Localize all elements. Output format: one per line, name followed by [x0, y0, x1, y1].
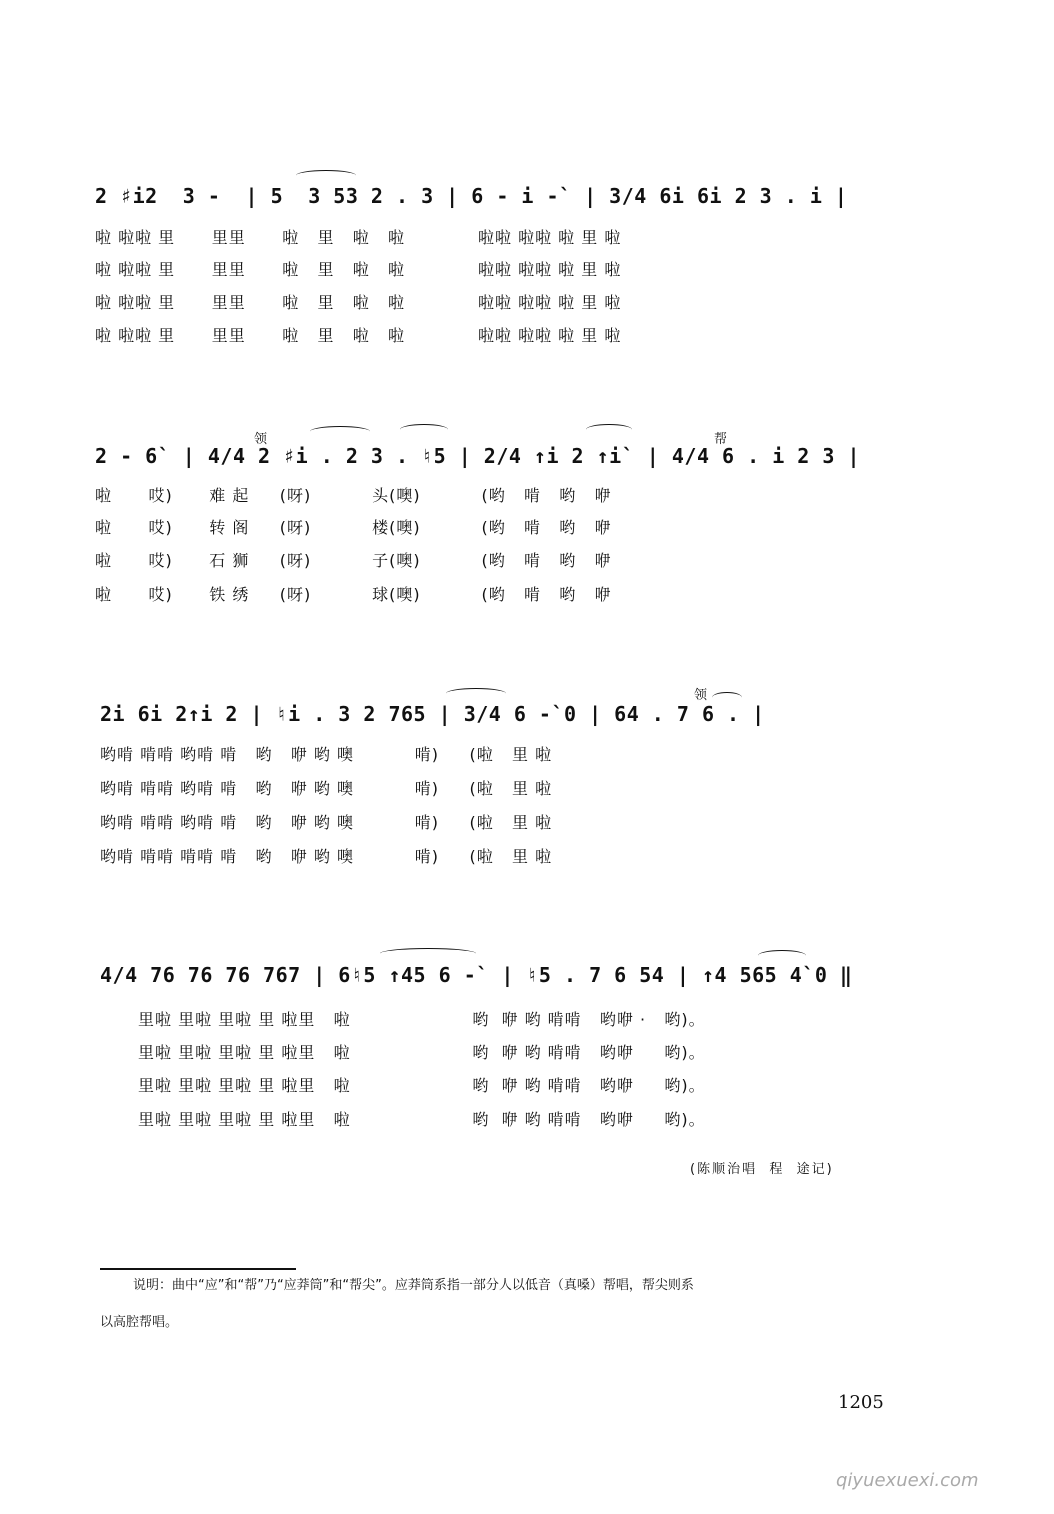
lyric-line-1-2: 啦 啦啦 里 里里 啦 里 啦 啦 啦啦 啦啦 啦 里 啦 — [95, 260, 622, 279]
lyric-line-4-3: 里啦 里啦 里啦 里 啦里 啦 哟 咿 哟 啃啃 哟咿 哟)。 — [138, 1076, 706, 1095]
notation-line-3: 2i 6i 2↑i 2 | ♮i . 3 2 765 | 3/4 6 -`0 | 64 . 7 6 . | — [100, 702, 765, 726]
performer-credit: (陈顺治唱 程 途记) — [690, 1162, 834, 1177]
lyric-line-4-2: 里啦 里啦 里啦 里 啦里 啦 哟 咿 哟 啃啃 哟咿 哟)。 — [138, 1043, 706, 1062]
footnote-rule — [100, 1268, 296, 1270]
mark-ling-2: 领 — [694, 688, 708, 703]
lyric-line-4-4: 里啦 里啦 里啦 里 啦里 啦 哟 咿 哟 啃啃 哟咿 哟)。 — [138, 1110, 706, 1129]
slur — [380, 948, 476, 959]
slur — [400, 424, 448, 435]
slur — [446, 688, 506, 699]
notation-line-1: 2 ♯i2 3 - | 5 3 53 2 . 3 | 6 - i -` | 3/4 6i 6i 2 3 . i | — [95, 184, 848, 208]
notation-line-2: 2 - 6` | 4/4 2 ♯i . 2 3 . ♮5 | 2/4 ↑i 2 ↑i` | 4/4 6 . i 2 3 | — [95, 444, 861, 468]
lyric-line-3-3: 哟啃 啃啃 哟啃 啃 哟 咿 哟 噢 啃) (啦 里 啦 — [100, 813, 553, 832]
lyric-line-4-1: 里啦 里啦 里啦 里 啦里 啦 哟 咿 哟 啃啃 哟咿 · 哟)。 — [138, 1010, 706, 1029]
lyric-line-1-1: 啦 啦啦 里 里里 啦 里 啦 啦 啦啦 啦啦 啦 里 啦 — [95, 228, 622, 247]
site-watermark: qiyuexuexi.com — [836, 1470, 979, 1491]
lyric-line-2-2: 啦 哎) 转 阁 (呀) 楼(噢) (哟 啃 哟 咿 — [95, 518, 612, 537]
lyric-line-1-3: 啦 啦啦 里 里里 啦 里 啦 啦 啦啦 啦啦 啦 里 啦 — [95, 293, 622, 312]
slur — [310, 426, 370, 437]
slur — [586, 424, 632, 435]
mark-bang: 帮 — [714, 432, 728, 447]
slur — [758, 950, 806, 961]
lyric-line-3-1: 哟啃 啃啃 哟啃 啃 哟 咿 哟 噢 啃) (啦 里 啦 — [100, 745, 553, 764]
footnote-line-1: 说明：曲中“应”和“帮”乃“应莽筒”和“帮尖”。应莽筒系指一部分人以低音（真嗓）帮唱，帮尖则系 — [133, 1278, 694, 1293]
slur — [712, 692, 742, 703]
mark-ling: 领 — [254, 432, 268, 447]
slur — [296, 170, 356, 181]
lyric-line-3-2: 哟啃 啃啃 哟啃 啃 哟 咿 哟 噢 啃) (啦 里 啦 — [100, 779, 553, 798]
lyric-line-3-4: 哟啃 啃啃 啃啃 啃 哟 咿 哟 噢 啃) (啦 里 啦 — [100, 847, 553, 866]
lyric-line-2-1: 啦 哎) 难 起 (呀) 头(噢) (哟 啃 哟 咿 — [95, 486, 612, 505]
lyric-line-1-4: 啦 啦啦 里 里里 啦 里 啦 啦 啦啦 啦啦 啦 里 啦 — [95, 326, 622, 345]
footnote-line-2: 以高腔帮唱。 — [100, 1315, 179, 1330]
lyric-line-2-4: 啦 哎) 铁 绣 (呀) 球(噢) (哟 啃 哟 咿 — [95, 585, 612, 604]
page-number: 1205 — [838, 1392, 884, 1413]
notation-line-4: 4/4 76 76 76 767 | 6♮5 ↑45 6 -` | ♮5 . 7 6 54 | ↑4 565 4`0 ‖ — [100, 963, 853, 987]
lyric-line-2-3: 啦 哎) 石 狮 (呀) 子(噢) (哟 啃 哟 咿 — [95, 551, 612, 570]
